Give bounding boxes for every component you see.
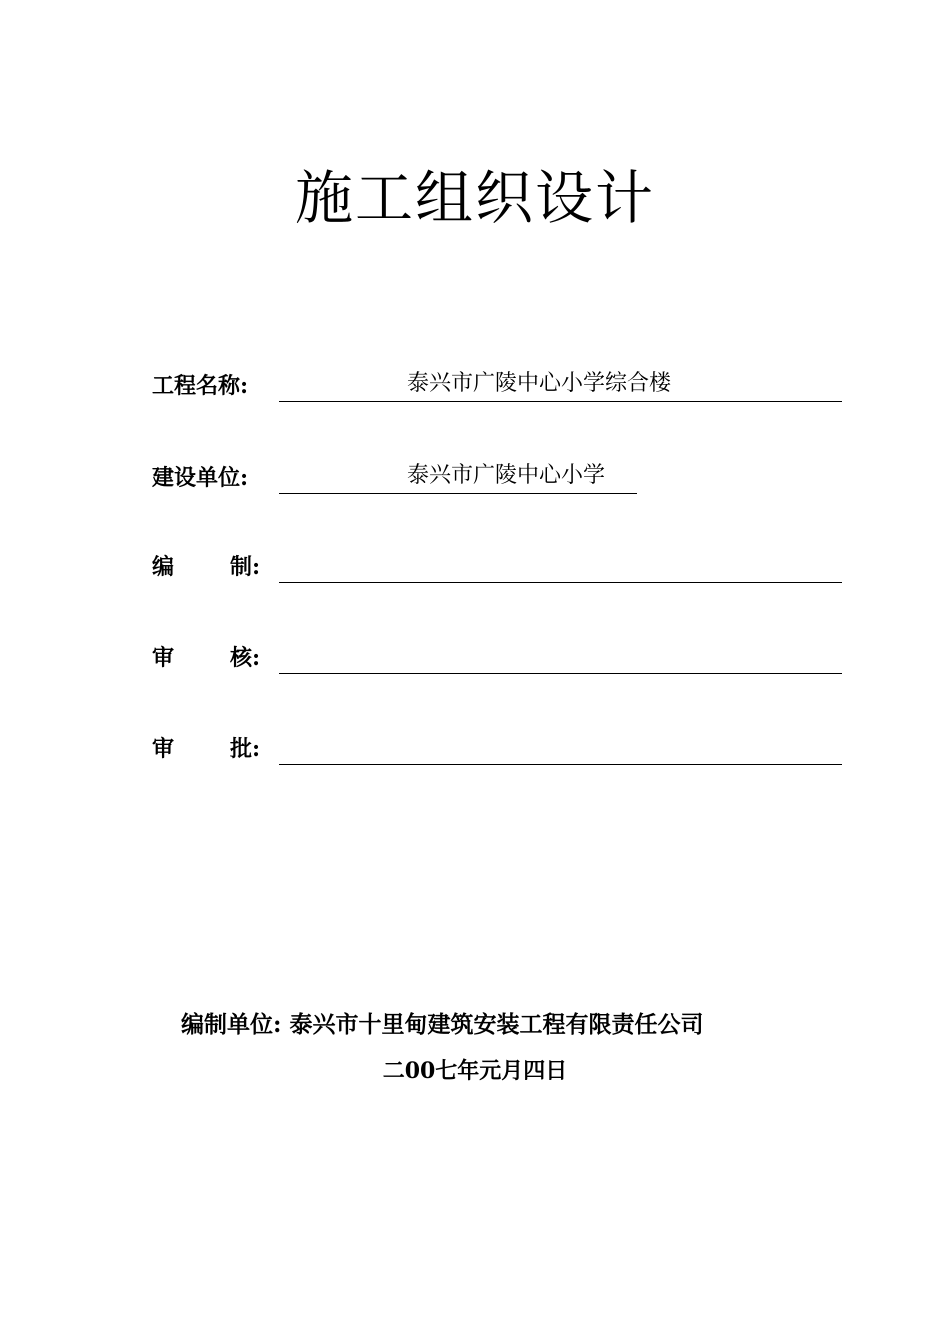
- field-label-compiled-by: [152, 553, 277, 581]
- document-title: 施工组织设计: [294, 164, 655, 232]
- field-underline-reviewed-by: [279, 673, 842, 674]
- field-approved-by: [152, 725, 842, 765]
- field-label-approved-by: [152, 735, 277, 763]
- field-underline-approved-by: [279, 764, 842, 765]
- field-label-reviewed-by-end: 核:: [230, 645, 261, 671]
- field-label-project-name: 工程名称:: [152, 373, 249, 399]
- field-underline-compiled-by: [279, 582, 842, 583]
- field-project-name: [152, 362, 842, 402]
- field-value-project-name: 泰兴市广陵中心小学综合楼: [407, 371, 672, 396]
- field-label-compiled-by-end: 制:: [230, 554, 261, 580]
- field-label-reviewed-by-start: 审: [152, 645, 175, 671]
- field-label-construction-unit: 建设单位:: [152, 465, 249, 491]
- field-underline-construction-unit: [279, 493, 637, 494]
- field-compiled-by: [152, 543, 842, 583]
- footer-date: 二00七年元月四日: [382, 1058, 568, 1084]
- footer-org-label: 编制单位:: [181, 1011, 282, 1038]
- field-label-approved-by-end: 批:: [230, 736, 261, 762]
- field-label-reviewed-by: [152, 644, 277, 672]
- field-value-construction-unit: 泰兴市广陵中心小学: [407, 463, 606, 488]
- field-reviewed-by: [152, 634, 842, 674]
- field-label-compiled-by-start: 编: [152, 554, 175, 580]
- field-underline-project-name: [279, 401, 842, 402]
- footer-org-value: 泰兴市十里甸建筑安装工程有限责任公司: [289, 1011, 704, 1038]
- footer-compiling-unit: [181, 1008, 704, 1042]
- field-label-approved-by-start: 审: [152, 736, 175, 762]
- field-construction-unit: [152, 454, 842, 494]
